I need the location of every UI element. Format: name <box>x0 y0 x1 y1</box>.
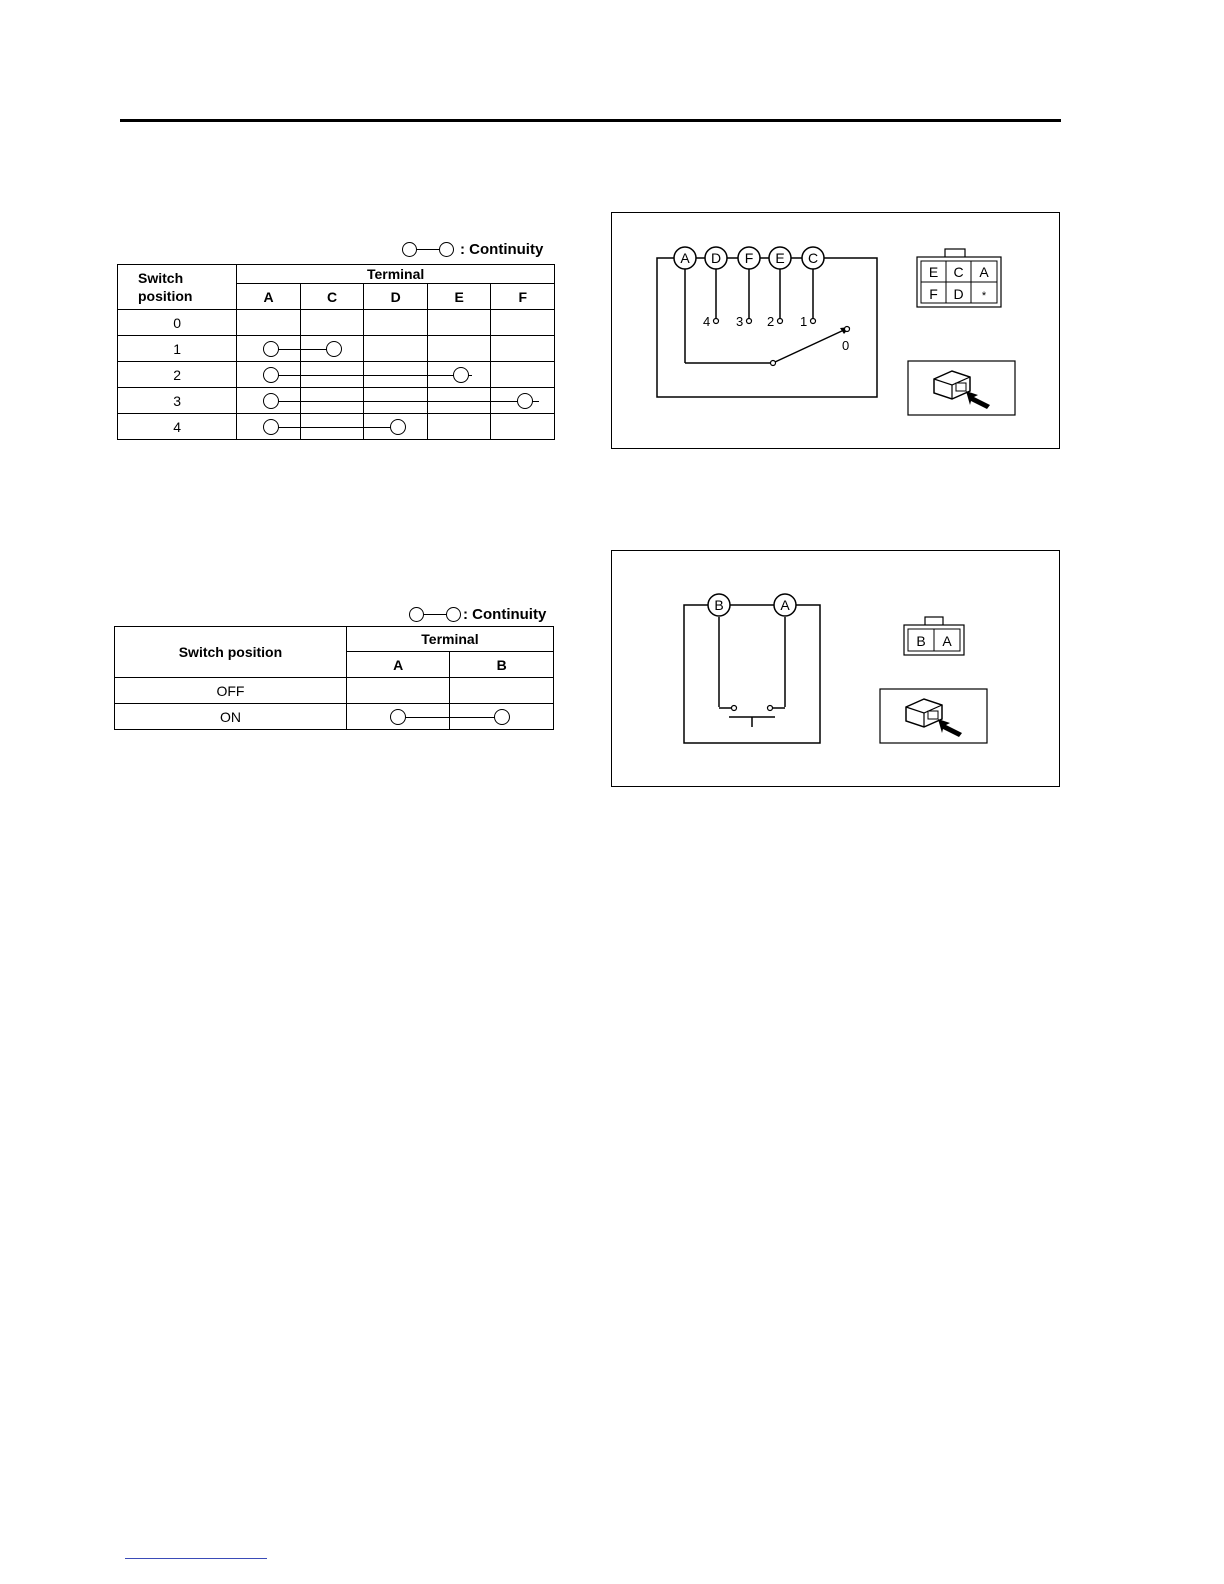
terminal-cell <box>427 414 491 440</box>
continuity-circle-icon <box>494 709 510 725</box>
connector-pin-label: C <box>953 264 964 280</box>
terminal-column-d: D <box>364 284 428 310</box>
legend-circle-icon <box>402 242 417 257</box>
position-contact <box>714 319 719 324</box>
switch-contact <box>768 706 773 711</box>
connector-face-icon <box>917 249 1001 307</box>
terminal-label: D <box>710 250 722 266</box>
terminal-column-c: C <box>300 284 364 310</box>
circuit-svg-2 <box>612 551 1061 788</box>
terminal-label: B <box>714 597 724 613</box>
terminal-column-a: A <box>346 652 450 678</box>
position-label: 4 <box>703 314 711 329</box>
continuity-circle-icon <box>263 341 279 357</box>
switch-position-cell: 1 <box>118 336 237 362</box>
switch-continuity-table-2 <box>114 626 554 730</box>
position-contact <box>778 319 783 324</box>
terminal-column-f: F <box>491 284 555 310</box>
connector-view-icon <box>908 361 1015 415</box>
switch-circuit-diagram <box>611 212 1060 449</box>
terminal-cell <box>237 362 301 388</box>
terminal-cell <box>237 336 301 362</box>
continuity-circle-icon <box>453 367 469 383</box>
table-row <box>118 310 555 336</box>
switch-contact <box>732 706 737 711</box>
continuity-circle-icon <box>390 419 406 435</box>
terminal-cell <box>427 310 491 336</box>
legend-circle-icon <box>439 242 454 257</box>
position-label: 3 <box>736 314 744 329</box>
continuity-circle-icon <box>263 419 279 435</box>
table-row <box>118 414 555 440</box>
continuity-circle-icon <box>263 367 279 383</box>
circuit-svg <box>612 213 1061 450</box>
connector-pin-label: D <box>953 286 964 302</box>
continuity-legend <box>402 241 543 258</box>
terminal-label: F <box>744 250 754 266</box>
continuity-legend-2 <box>409 606 546 623</box>
table-row <box>115 678 554 704</box>
position-contact <box>811 319 816 324</box>
terminal-label: C <box>807 250 819 266</box>
continuity-line <box>271 427 405 428</box>
terminal-cell <box>491 336 555 362</box>
legend-line <box>417 249 439 250</box>
continuity-line <box>398 717 501 718</box>
switch-continuity-table <box>117 264 555 440</box>
terminal-cell <box>364 336 428 362</box>
continuity-line <box>271 401 539 402</box>
footer-link-underline <box>125 1558 267 1559</box>
terminal-cell <box>491 362 555 388</box>
terminal-cell <box>237 414 301 440</box>
connector-view-icon-2 <box>880 689 987 743</box>
top-rule <box>120 119 1061 122</box>
header-line: Switch <box>138 270 184 286</box>
terminal-cell <box>346 704 450 730</box>
connector-face-icon-2 <box>904 617 964 655</box>
switch-position-cell: 3 <box>118 388 237 414</box>
terminal-label: A <box>780 597 790 613</box>
table-row <box>115 704 554 730</box>
connector-pin-label: * <box>981 290 987 302</box>
terminal-column-b: B <box>450 652 554 678</box>
legend-circle-icon <box>446 607 461 622</box>
terminal-column-a: A <box>237 284 301 310</box>
continuity-circle-icon <box>390 709 406 725</box>
legend-circle-icon <box>409 607 424 622</box>
switch-position-header <box>118 265 237 310</box>
terminal-label: A <box>680 250 690 266</box>
terminal-cell <box>300 310 364 336</box>
table-row <box>118 362 555 388</box>
position-contact <box>747 319 752 324</box>
terminal-column-e: E <box>427 284 491 310</box>
position-label: 2 <box>767 314 775 329</box>
continuity-circle-icon <box>517 393 533 409</box>
continuity-line <box>271 375 472 376</box>
position-contact <box>845 327 850 332</box>
table-row <box>118 388 555 414</box>
terminal-header: Terminal <box>346 627 553 652</box>
terminal-cell <box>450 678 554 704</box>
header-line: position <box>138 288 193 304</box>
switch-pivot <box>771 361 776 366</box>
switch-position-header: Switch position <box>115 627 347 678</box>
terminal-cell <box>364 310 428 336</box>
position-label-0: 0 <box>842 338 850 353</box>
connector-pin-label: B <box>916 633 926 649</box>
switch-position-cell: 4 <box>118 414 237 440</box>
table-row <box>118 336 555 362</box>
terminal-cell <box>237 310 301 336</box>
legend-label: : Continuity <box>460 241 544 258</box>
position-label: 1 <box>800 314 808 329</box>
legend-label: : Continuity <box>463 606 547 623</box>
connector-pin-label: A <box>979 264 989 280</box>
terminal-cell <box>491 310 555 336</box>
terminal-cell <box>491 414 555 440</box>
switch-position-cell: ON <box>115 704 347 730</box>
terminal-cell <box>346 678 450 704</box>
terminal-label: E <box>775 250 785 266</box>
switch-position-cell: 0 <box>118 310 237 336</box>
connector-pin-label: F <box>929 286 938 302</box>
terminal-header: Terminal <box>237 265 555 284</box>
switch-lever <box>775 330 844 362</box>
legend-line <box>424 614 446 615</box>
connector-pin-label: E <box>928 264 939 280</box>
switch-circuit-diagram-2 <box>611 550 1060 787</box>
terminal-cell <box>427 336 491 362</box>
switch-position-cell: 2 <box>118 362 237 388</box>
connector-pin-label: A <box>942 633 952 649</box>
terminal-cell <box>237 388 301 414</box>
continuity-circle-icon <box>326 341 342 357</box>
switch-position-cell: OFF <box>115 678 347 704</box>
continuity-circle-icon <box>263 393 279 409</box>
